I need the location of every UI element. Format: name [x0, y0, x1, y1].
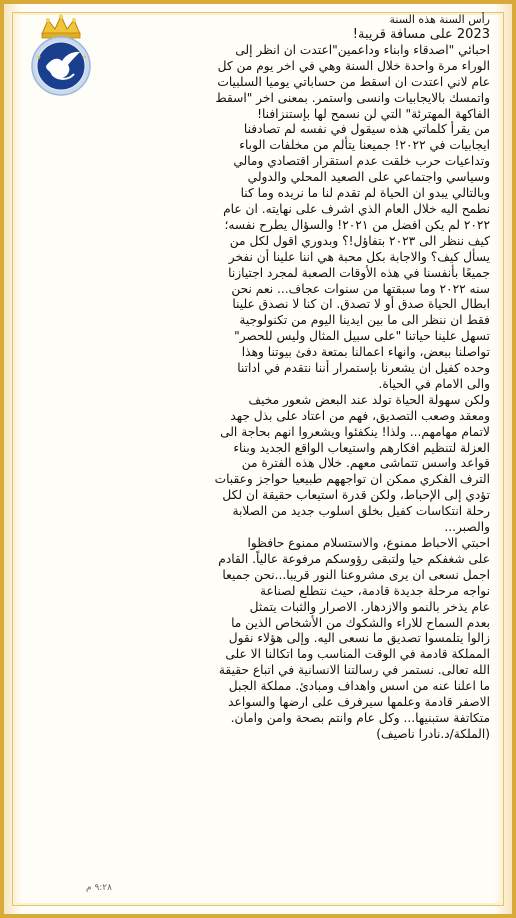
- message-line: قواعد واسس تتماشى معهم. خلال هذه الفترة من: [241, 456, 490, 471]
- message-line: ومعقد وصعب التصديق، فهم من اعتاد على بذل جهد: [230, 408, 490, 423]
- message-line: نواجه مرحلة جديدة قادمة، حيث نتطلع لصناعة: [259, 583, 490, 598]
- message-line: بعدم السماح للاراء والشكوك من الأشخاص الذين ما: [231, 615, 490, 630]
- message-line: الترف الفكري ممكن ان تواجههم طبيعيا حواجز وعقبات: [214, 472, 490, 487]
- message-line: والى الامام في الحياة.: [378, 376, 490, 391]
- message-line: نطمح اليه خلال العام الذي اشرف على نهايته. ان عام: [223, 201, 490, 216]
- message-line: متكاتفة ستبنيها... وكل عام وانتم بصحة وامن وامان.: [230, 710, 490, 725]
- svg-text:★: ★: [36, 54, 42, 61]
- message-line: الاصفر قادمة وعلمها سيرفرف على ارضها والسواعد: [228, 695, 490, 710]
- message-line: ما اعلنا عنه من اسس واهداف ومبادئ. مملكة الجبل: [228, 679, 490, 694]
- message-line: وبالتالي يبدو ان الحياة لم تقدم لنا ما نريده وما كنا: [240, 186, 490, 201]
- svg-text:★: ★: [82, 54, 88, 61]
- message-line: الفاكهة المهترئة" التي لن نسمح لها بإستنزافنا!: [257, 106, 490, 121]
- message-line: المملكة قادمة في الوقت المناسب وما اتكالنا الا على: [225, 647, 490, 662]
- new-year-message: [22, 12, 490, 743]
- message-line: والصبر...: [444, 520, 490, 535]
- signature-line: (الملكة/د.نادرا ناصيف): [376, 726, 490, 741]
- message-line: ايجابيات في ٢٠٢٢! جميعنا يتألم من مخلفات الوباء: [239, 138, 490, 153]
- message-line: عام لاني اعتدت ان اسقط من حساباتي يوميا السلبيات: [217, 74, 490, 89]
- message-line: تؤدي إلى الإحباط، ولكن قدرة استيعاب حقيقة ان لكل: [222, 488, 490, 503]
- message-line: وسياسي واجتماعي على الصعيد المحلي والدولي: [247, 170, 490, 185]
- message-line: الله تعالى. نستمر في رسالتنا الانسانية في اتباع حقيقة: [218, 663, 490, 678]
- message-line: تسهل علينا حياتنا "على سبيل المثال وليس للحصر": [234, 329, 490, 344]
- message-line: وتداعيات حرب خلقت عدم استقرار اقتصادي ومالي: [233, 154, 490, 169]
- message-line-year: 2023 على مسافة قريبة!: [352, 27, 490, 42]
- message-line: تواصلنا ببعض، وانهاء اعمالنا بمتعة دفئ بيوتنا وهذا: [241, 345, 490, 360]
- message-line: رحلة انتكاسات كفيل بخلق اسلوب جديد من الصلابة: [232, 504, 490, 519]
- message-line: جميعًا بأنفسنا في هذه الأوقات الصعبة لمجرد اجتيازنا: [228, 265, 490, 280]
- message-line-title: رأس السنة هذه السنة: [389, 13, 490, 26]
- message-line: كيف ننظر الى ٢٠٢٣ بتفاؤل!؟ وبدوري اقول لكل من: [229, 233, 490, 248]
- message-line: وحده كفيل ان يشعرنا بإستمرار أننا نتقدم في اداتنا: [237, 361, 490, 376]
- message-line: عام يذخر بالنمو والازدهار. الاصرار والثبات يتمثل: [249, 599, 490, 614]
- message-line: العزلة لتنظيم افكارهم واستيعاب الواقع الجديد وبناء: [233, 440, 490, 455]
- message-line: ولكن سهولة الحياة تولد عند البعض شعور مخيف: [248, 392, 490, 407]
- message-line: فقط ان ننظر الى ما بين ايدينا اليوم من تكنولوجية: [239, 313, 490, 328]
- message-timestamp: ٩:٢٨ م: [86, 883, 112, 893]
- message-line: زالوا يتلمسوا تصديق ما نسعى اليه. وإلى هؤلاء نقول: [228, 631, 490, 646]
- message-line: واتمسك بالايجابيات وانسى واستمر. بمعنى اخر "اسقط: [215, 90, 490, 105]
- message-line: احبائي "اصدقاء وابناء وداعمين"اعتدت ان انظر إلى: [235, 42, 490, 57]
- message-line: اجمل نسعى ان يرى مشروعنا النور قريبا...نحن جميعا: [222, 567, 490, 582]
- message-line: يسأل كيف؟ والاجابة بكل محبة هي اننا علينا أن نفخر: [228, 249, 490, 264]
- message-line: من يقرأ كلماتي هذه سيقول في نفسه لم تصادفنا: [243, 122, 490, 137]
- message-line: ابطال الحياة صدق أو لا تصدق. ان كنا لا نصدق علينا: [232, 297, 490, 312]
- message-line: على شغفكم حيا ولتبقى رؤوسكم مرفوعة عالياً. القادم: [218, 551, 490, 566]
- message-line: سنه ٢٠٢٢ وما سبقتها من سنوات عجاف... نعم نحن: [231, 281, 490, 296]
- message-line: ٢٠٢٢ لم يكن افضل من ٢٠٢١! والسؤال يطرح نفسه؛: [224, 217, 490, 232]
- message-line: لاتمام مهامهم... ولذا! ينكفئوا ويشعروا انهم بحاجة الى: [220, 424, 490, 439]
- message-line: الوراء مرة واحدة خلال السنة وهي في اخر يوم من كل: [217, 58, 490, 73]
- message-line: احبتي الاحباط ممنوع، والاستسلام ممنوع حافظوا: [247, 536, 490, 550]
